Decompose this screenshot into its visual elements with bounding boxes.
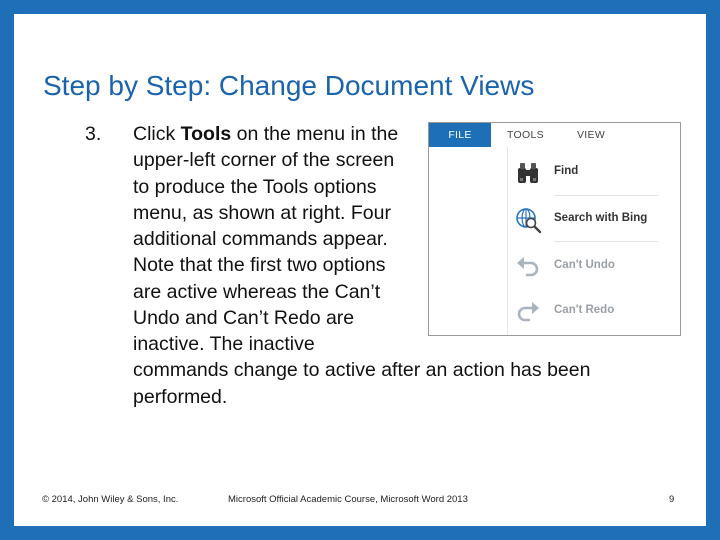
step-line: performed. — [133, 385, 228, 408]
step-line: menu, as shown at right. Four — [133, 202, 391, 224]
undo-arrow-icon — [514, 253, 542, 281]
menu-label-search-with-bing: Search with Bing — [554, 212, 648, 224]
step-line: to produce the Tools options — [133, 175, 377, 198]
tools-dropdown — [507, 147, 658, 335]
menu-divider — [554, 195, 658, 196]
redo-arrow-icon — [514, 298, 542, 326]
step-number: 3. — [85, 123, 102, 145]
step-line: Note that the first two options — [133, 254, 386, 276]
ribbon-tabs — [429, 123, 680, 147]
step-line: are active whereas the Can’t — [133, 280, 381, 303]
step-line: additional commands appear. — [133, 228, 388, 250]
menu-label-find: Find — [554, 165, 579, 177]
step-line: upper-left corner of the screen — [133, 149, 395, 171]
footer-course: Microsoft Official Academic Course, Microsoft Word 2013 — [228, 494, 468, 505]
tab-file[interactable]: FILE — [429, 123, 491, 147]
step-line: Undo and Can’t Redo are — [133, 307, 355, 329]
tab-tools[interactable]: TOOLS — [507, 129, 544, 141]
slide — [14, 14, 706, 526]
menu-item-cant-undo — [508, 245, 658, 289]
step-bold-text: Tools — [180, 123, 232, 145]
binoculars-icon — [514, 159, 542, 187]
menu-label-cant-undo: Can't Undo — [554, 259, 615, 271]
step-line — [133, 121, 398, 147]
step-line: inactive. The inactive — [133, 333, 315, 355]
step-line: commands change to active after an action has been — [133, 359, 591, 381]
menu-item-cant-redo — [508, 290, 658, 334]
menu-item-search-with-bing[interactable] — [508, 198, 658, 242]
globe-search-icon — [514, 206, 542, 234]
tools-menu-screenshot — [428, 122, 681, 336]
menu-label-cant-redo: Can't Redo — [554, 304, 615, 316]
footer-page-number: 9 — [669, 494, 675, 505]
step-text: on the menu in the — [231, 123, 399, 145]
menu-divider — [554, 241, 658, 242]
step-text: Click — [133, 123, 181, 145]
slide-title: Step by Step: Change Document Views — [43, 70, 535, 101]
footer-copyright: © 2014, John Wiley & Sons, Inc. — [42, 494, 179, 505]
tab-view[interactable]: VIEW — [577, 129, 606, 141]
menu-item-find[interactable] — [508, 151, 658, 195]
